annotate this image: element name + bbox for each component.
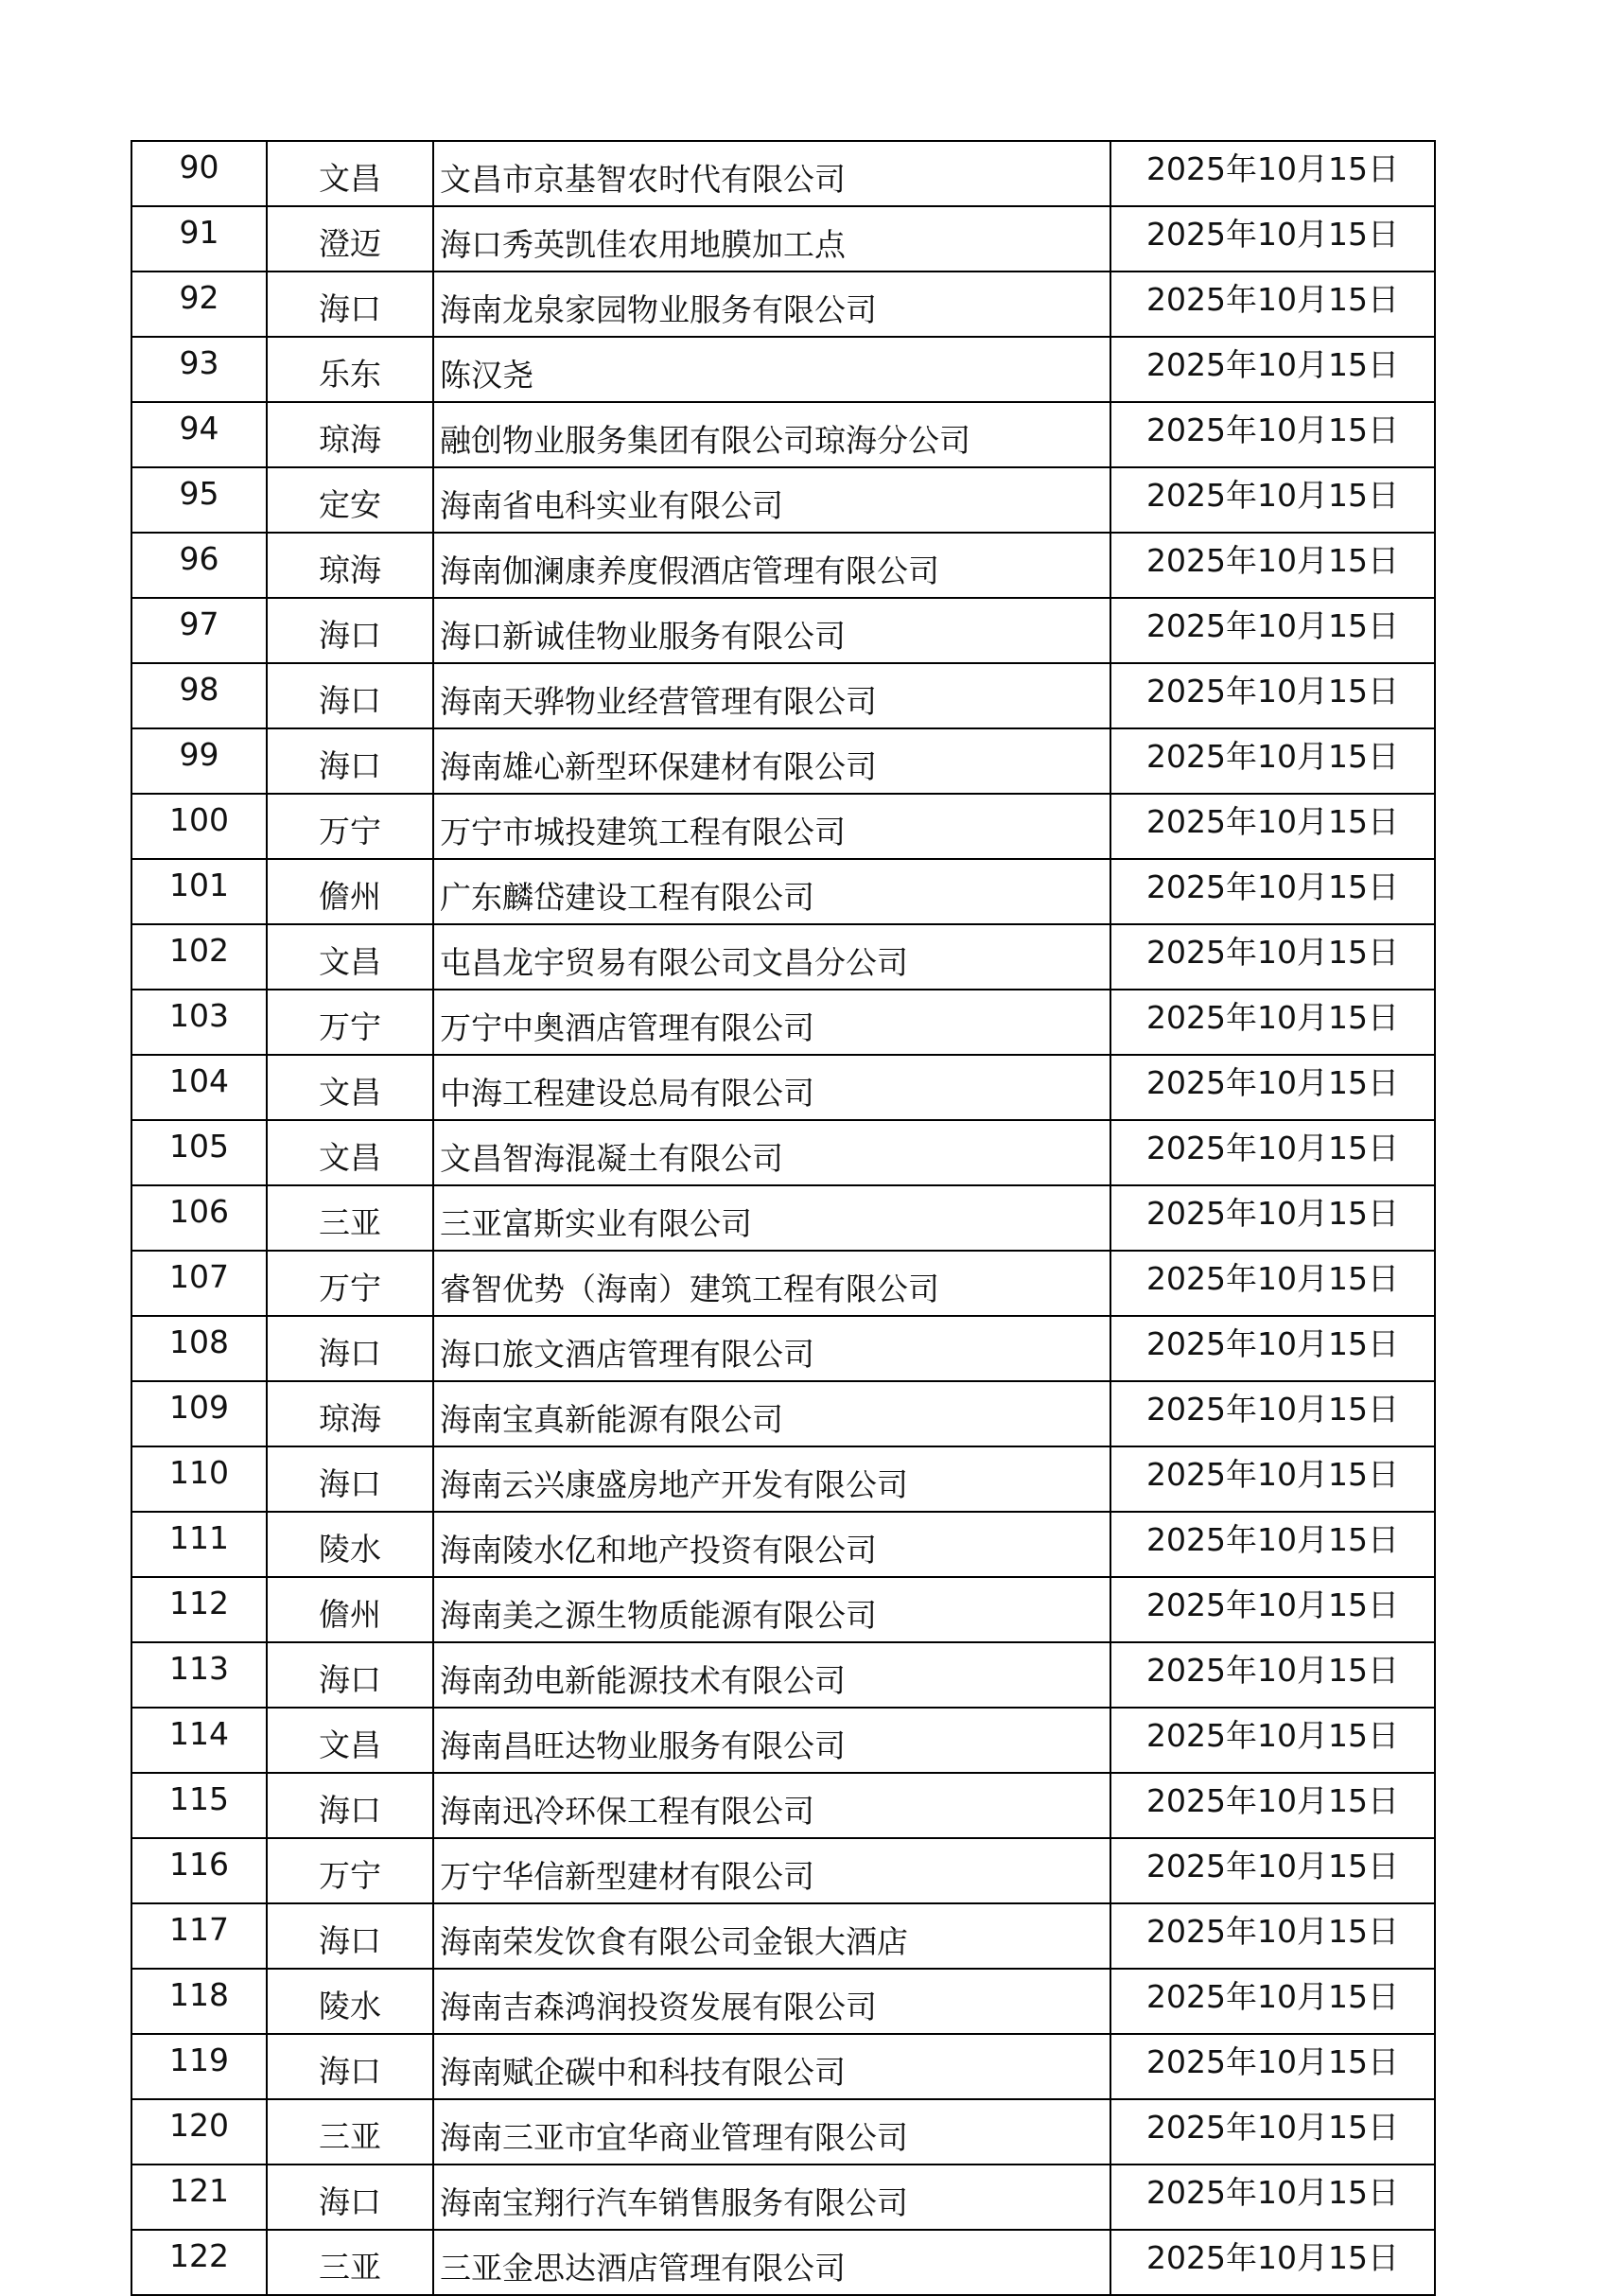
table-row bbox=[131, 1446, 1435, 1512]
region-cell: 琼海 bbox=[267, 1381, 433, 1446]
table-body bbox=[131, 141, 1435, 2295]
company-name-cell: 海南美之源生物质能源有限公司 bbox=[433, 1577, 1110, 1642]
company-name-cell: 文昌智海混凝土有限公司 bbox=[433, 1120, 1110, 1185]
table-row bbox=[131, 2034, 1435, 2099]
date-cell: 2025年10月15日 bbox=[1110, 1381, 1435, 1446]
row-number: 97 bbox=[131, 598, 267, 663]
region-cell: 海口 bbox=[267, 1316, 433, 1381]
table-row bbox=[131, 794, 1435, 859]
company-name-cell: 万宁华信新型建材有限公司 bbox=[433, 1838, 1110, 1903]
company-name-cell: 陈汉尧 bbox=[433, 337, 1110, 402]
company-name-cell: 万宁中奥酒店管理有限公司 bbox=[433, 990, 1110, 1055]
company-name-cell: 海南伽澜康养度假酒店管理有限公司 bbox=[433, 533, 1110, 598]
company-name-cell: 海南昌旺达物业服务有限公司 bbox=[433, 1708, 1110, 1773]
company-name-cell: 海南荣发饮食有限公司金银大酒店 bbox=[433, 1903, 1110, 1969]
table-row bbox=[131, 1577, 1435, 1642]
row-number: 116 bbox=[131, 1838, 267, 1903]
company-name-cell: 海南宝翔行汽车销售服务有限公司 bbox=[433, 2165, 1110, 2230]
table-row bbox=[131, 1251, 1435, 1316]
row-number: 121 bbox=[131, 2165, 267, 2230]
row-number: 102 bbox=[131, 924, 267, 990]
table-row bbox=[131, 272, 1435, 337]
company-name-cell: 海南宝真新能源有限公司 bbox=[433, 1381, 1110, 1446]
table-row bbox=[131, 1120, 1435, 1185]
region-cell: 海口 bbox=[267, 1903, 433, 1969]
table-row bbox=[131, 2099, 1435, 2165]
company-name-cell: 海南吉森鸿润投资发展有限公司 bbox=[433, 1969, 1110, 2034]
row-number: 100 bbox=[131, 794, 267, 859]
table-row bbox=[131, 1185, 1435, 1251]
company-name-cell: 海南赋企碳中和科技有限公司 bbox=[433, 2034, 1110, 2099]
company-name-cell: 海口新诚佳物业服务有限公司 bbox=[433, 598, 1110, 663]
date-cell: 2025年10月15日 bbox=[1110, 1969, 1435, 2034]
region-cell: 海口 bbox=[267, 1446, 433, 1512]
table-row bbox=[131, 728, 1435, 794]
company-name-cell: 中海工程建设总局有限公司 bbox=[433, 1055, 1110, 1120]
company-name-cell: 海南劲电新能源技术有限公司 bbox=[433, 1642, 1110, 1708]
date-cell: 2025年10月15日 bbox=[1110, 1251, 1435, 1316]
row-number: 117 bbox=[131, 1903, 267, 1969]
date-cell: 2025年10月15日 bbox=[1110, 990, 1435, 1055]
date-cell: 2025年10月15日 bbox=[1110, 337, 1435, 402]
company-name-cell: 睿智优势（海南）建筑工程有限公司 bbox=[433, 1251, 1110, 1316]
table-row bbox=[131, 402, 1435, 467]
date-cell: 2025年10月15日 bbox=[1110, 728, 1435, 794]
row-number: 112 bbox=[131, 1577, 267, 1642]
region-cell: 海口 bbox=[267, 598, 433, 663]
table-row bbox=[131, 1642, 1435, 1708]
table-row bbox=[131, 1708, 1435, 1773]
row-number: 96 bbox=[131, 533, 267, 598]
date-cell: 2025年10月15日 bbox=[1110, 663, 1435, 728]
date-cell: 2025年10月15日 bbox=[1110, 1120, 1435, 1185]
date-cell: 2025年10月15日 bbox=[1110, 794, 1435, 859]
table-row bbox=[131, 337, 1435, 402]
company-name-cell: 海南天骅物业经营管理有限公司 bbox=[433, 663, 1110, 728]
region-cell: 琼海 bbox=[267, 533, 433, 598]
date-cell: 2025年10月15日 bbox=[1110, 206, 1435, 272]
region-cell: 万宁 bbox=[267, 794, 433, 859]
row-number: 114 bbox=[131, 1708, 267, 1773]
row-number: 118 bbox=[131, 1969, 267, 2034]
row-number: 108 bbox=[131, 1316, 267, 1381]
row-number: 107 bbox=[131, 1251, 267, 1316]
region-cell: 海口 bbox=[267, 2034, 433, 2099]
company-name-cell: 海口旅文酒店管理有限公司 bbox=[433, 1316, 1110, 1381]
date-cell: 2025年10月15日 bbox=[1110, 1708, 1435, 1773]
company-name-cell: 海南雄心新型环保建材有限公司 bbox=[433, 728, 1110, 794]
date-cell: 2025年10月15日 bbox=[1110, 2099, 1435, 2165]
row-number: 95 bbox=[131, 467, 267, 533]
date-cell: 2025年10月15日 bbox=[1110, 402, 1435, 467]
table-row bbox=[131, 141, 1435, 206]
date-cell: 2025年10月15日 bbox=[1110, 467, 1435, 533]
company-name-cell: 海南龙泉家园物业服务有限公司 bbox=[433, 272, 1110, 337]
company-name-cell: 三亚金思达酒店管理有限公司 bbox=[433, 2230, 1110, 2295]
region-cell: 澄迈 bbox=[267, 206, 433, 272]
date-cell: 2025年10月15日 bbox=[1110, 2165, 1435, 2230]
region-cell: 三亚 bbox=[267, 1185, 433, 1251]
region-cell: 儋州 bbox=[267, 859, 433, 924]
row-number: 91 bbox=[131, 206, 267, 272]
date-cell: 2025年10月15日 bbox=[1110, 1903, 1435, 1969]
table-row bbox=[131, 990, 1435, 1055]
company-name-cell: 海口秀英凯佳农用地膜加工点 bbox=[433, 206, 1110, 272]
region-cell: 万宁 bbox=[267, 990, 433, 1055]
date-cell: 2025年10月15日 bbox=[1110, 2034, 1435, 2099]
table-row bbox=[131, 467, 1435, 533]
table-row bbox=[131, 1055, 1435, 1120]
table-row bbox=[131, 1316, 1435, 1381]
region-cell: 海口 bbox=[267, 1642, 433, 1708]
company-name-cell: 万宁市城投建筑工程有限公司 bbox=[433, 794, 1110, 859]
table-row bbox=[131, 206, 1435, 272]
company-list-table bbox=[131, 140, 1436, 2296]
region-cell: 海口 bbox=[267, 2165, 433, 2230]
row-number: 93 bbox=[131, 337, 267, 402]
region-cell: 三亚 bbox=[267, 2099, 433, 2165]
company-name-cell: 三亚富斯实业有限公司 bbox=[433, 1185, 1110, 1251]
row-number: 110 bbox=[131, 1446, 267, 1512]
region-cell: 海口 bbox=[267, 728, 433, 794]
region-cell: 海口 bbox=[267, 272, 433, 337]
date-cell: 2025年10月15日 bbox=[1110, 1446, 1435, 1512]
row-number: 104 bbox=[131, 1055, 267, 1120]
date-cell: 2025年10月15日 bbox=[1110, 1577, 1435, 1642]
row-number: 113 bbox=[131, 1642, 267, 1708]
date-cell: 2025年10月15日 bbox=[1110, 272, 1435, 337]
region-cell: 万宁 bbox=[267, 1838, 433, 1903]
region-cell: 文昌 bbox=[267, 1708, 433, 1773]
company-name-cell: 文昌市京基智农时代有限公司 bbox=[433, 141, 1110, 206]
company-name-cell: 融创物业服务集团有限公司琼海分公司 bbox=[433, 402, 1110, 467]
row-number: 99 bbox=[131, 728, 267, 794]
company-name-cell: 海南陵水亿和地产投资有限公司 bbox=[433, 1512, 1110, 1577]
row-number: 106 bbox=[131, 1185, 267, 1251]
table-row bbox=[131, 859, 1435, 924]
company-name-cell: 海南云兴康盛房地产开发有限公司 bbox=[433, 1446, 1110, 1512]
row-number: 94 bbox=[131, 402, 267, 467]
company-name-cell: 广东麟岱建设工程有限公司 bbox=[433, 859, 1110, 924]
table-row bbox=[131, 2165, 1435, 2230]
region-cell: 海口 bbox=[267, 663, 433, 728]
row-number: 109 bbox=[131, 1381, 267, 1446]
table-row bbox=[131, 1903, 1435, 1969]
date-cell: 2025年10月15日 bbox=[1110, 2230, 1435, 2295]
table-row bbox=[131, 1838, 1435, 1903]
region-cell: 万宁 bbox=[267, 1251, 433, 1316]
table-row bbox=[131, 1512, 1435, 1577]
table-row bbox=[131, 2230, 1435, 2295]
row-number: 101 bbox=[131, 859, 267, 924]
region-cell: 文昌 bbox=[267, 1055, 433, 1120]
row-number: 103 bbox=[131, 990, 267, 1055]
date-cell: 2025年10月15日 bbox=[1110, 533, 1435, 598]
region-cell: 海口 bbox=[267, 1773, 433, 1838]
table-row bbox=[131, 1773, 1435, 1838]
date-cell: 2025年10月15日 bbox=[1110, 1838, 1435, 1903]
row-number: 122 bbox=[131, 2230, 267, 2295]
date-cell: 2025年10月15日 bbox=[1110, 1773, 1435, 1838]
region-cell: 陵水 bbox=[267, 1969, 433, 2034]
table-row bbox=[131, 663, 1435, 728]
region-cell: 文昌 bbox=[267, 1120, 433, 1185]
table-row bbox=[131, 924, 1435, 990]
row-number: 120 bbox=[131, 2099, 267, 2165]
company-name-cell: 海南省电科实业有限公司 bbox=[433, 467, 1110, 533]
region-cell: 定安 bbox=[267, 467, 433, 533]
region-cell: 乐东 bbox=[267, 337, 433, 402]
table-row bbox=[131, 598, 1435, 663]
region-cell: 陵水 bbox=[267, 1512, 433, 1577]
date-cell: 2025年10月15日 bbox=[1110, 1055, 1435, 1120]
row-number: 111 bbox=[131, 1512, 267, 1577]
company-name-cell: 屯昌龙宇贸易有限公司文昌分公司 bbox=[433, 924, 1110, 990]
date-cell: 2025年10月15日 bbox=[1110, 141, 1435, 206]
date-cell: 2025年10月15日 bbox=[1110, 1642, 1435, 1708]
table-row bbox=[131, 1969, 1435, 2034]
row-number: 98 bbox=[131, 663, 267, 728]
row-number: 119 bbox=[131, 2034, 267, 2099]
table-row bbox=[131, 533, 1435, 598]
date-cell: 2025年10月15日 bbox=[1110, 924, 1435, 990]
company-name-cell: 海南三亚市宜华商业管理有限公司 bbox=[433, 2099, 1110, 2165]
row-number: 105 bbox=[131, 1120, 267, 1185]
region-cell: 文昌 bbox=[267, 141, 433, 206]
company-name-cell: 海南迅冷环保工程有限公司 bbox=[433, 1773, 1110, 1838]
row-number: 115 bbox=[131, 1773, 267, 1838]
region-cell: 儋州 bbox=[267, 1577, 433, 1642]
date-cell: 2025年10月15日 bbox=[1110, 1512, 1435, 1577]
table-row bbox=[131, 1381, 1435, 1446]
date-cell: 2025年10月15日 bbox=[1110, 1316, 1435, 1381]
row-number: 90 bbox=[131, 141, 267, 206]
region-cell: 三亚 bbox=[267, 2230, 433, 2295]
date-cell: 2025年10月15日 bbox=[1110, 1185, 1435, 1251]
row-number: 92 bbox=[131, 272, 267, 337]
date-cell: 2025年10月15日 bbox=[1110, 598, 1435, 663]
date-cell: 2025年10月15日 bbox=[1110, 859, 1435, 924]
region-cell: 琼海 bbox=[267, 402, 433, 467]
region-cell: 文昌 bbox=[267, 924, 433, 990]
